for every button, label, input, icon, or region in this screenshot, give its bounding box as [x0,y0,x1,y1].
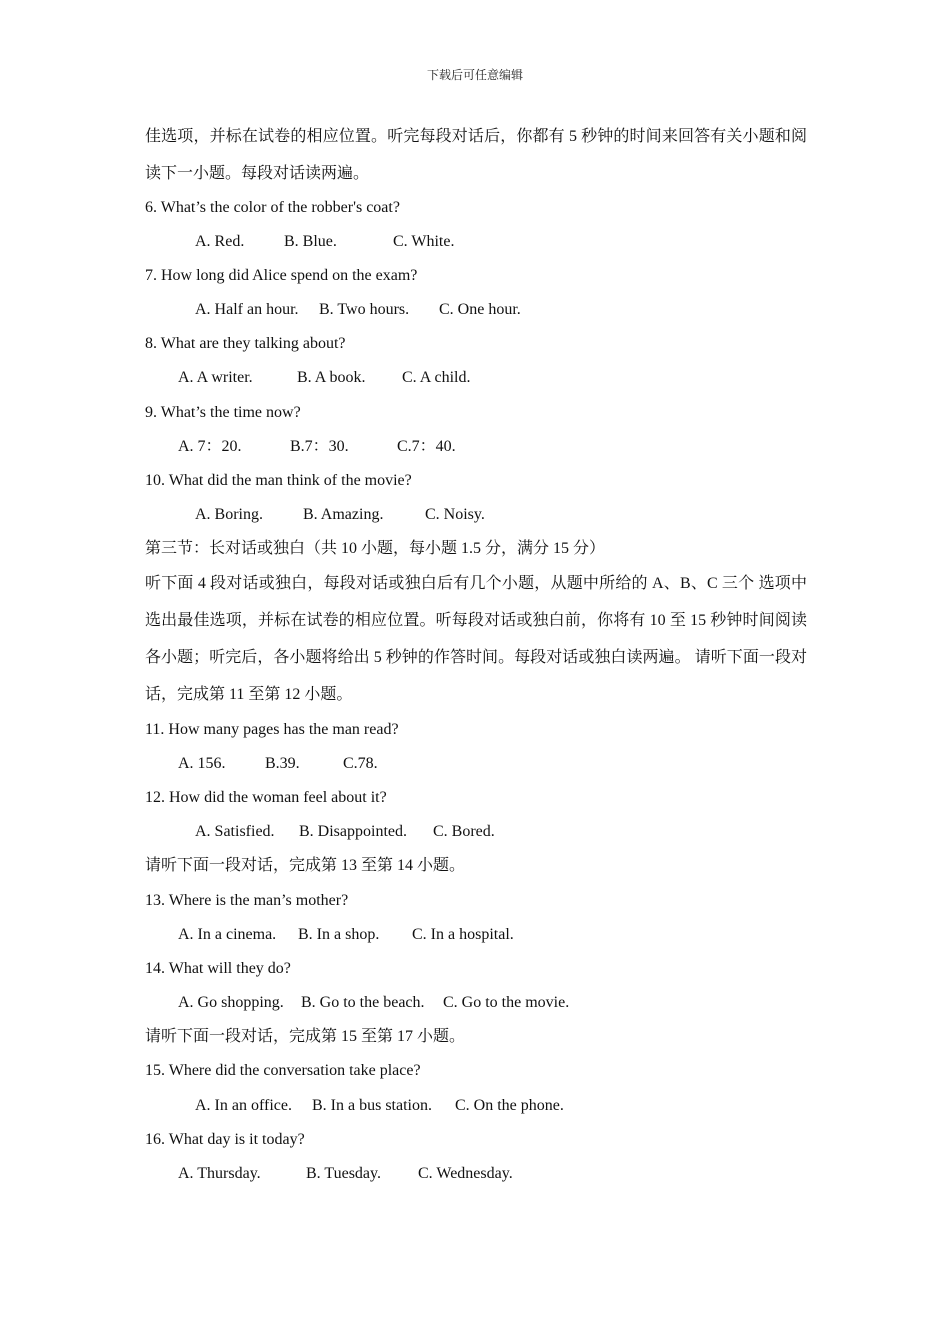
option-10a: A. Boring. [195,506,263,523]
option-16b: B. Tuesday. [306,1165,381,1182]
options-9 [178,437,456,457]
option-14c: C. Go to the movie. [443,994,570,1011]
option-14b: B. Go to the beach. [301,994,425,1011]
group-15-17-intro: 请听下面一段对话，完成第 15 至第 17 小题。 [145,1028,466,1045]
question-12: 12. How did the woman feel about it? [145,789,387,806]
option-8c: C. A child. [402,369,471,386]
options-10 [195,505,485,525]
options-11 [178,754,378,774]
option-6c: C. White. [393,233,455,250]
options-15 [195,1096,564,1116]
question-14: 14. What will they do? [145,960,291,977]
option-11a: A. 156. [178,755,226,772]
options-8 [178,368,471,388]
question-6: 6. What’s the color of the robber's coat? [145,199,400,216]
option-10c: C. Noisy. [425,506,485,523]
option-15b: B. In a bus station. [312,1097,432,1114]
option-12c: C. Bored. [433,823,495,840]
option-16a: A. Thursday. [178,1165,261,1182]
question-15: 15. Where did the conversation take place? [145,1062,421,1079]
options-12 [195,822,495,842]
option-7b: B. Two hours. [319,301,410,318]
section-3-instructions: 听下面 4 段对话或独白，每段对话或独白后有几个小题，从题中所给的 A、B、C 三个 选项中选出最佳选项，并标在试卷的相应位置。听每段对话或独白前，你将有 10 至 15 秒钟时间阅读各小题；听完后，各小题将给出 5 秒钟的作答时间。每段对话或独白读两遍。 请听下面一段对话，完成第 11 至第 12 小题。 [145,575,807,703]
options-13 [178,925,514,945]
option-9a: A. 7：20. [178,438,242,455]
option-15a: A. In an office. [195,1097,292,1114]
question-11: 11. How many pages has the man read? [145,721,399,738]
question-8: 8. What are they talking about? [145,335,346,352]
option-10b: B. Amazing. [303,506,384,523]
option-13c: C. In a hospital. [412,926,514,943]
option-16c: C. Wednesday. [418,1165,513,1182]
option-14a: A. Go shopping. [178,994,284,1011]
option-13b: B. In a shop. [298,926,380,943]
option-7c: C. One hour. [439,301,521,318]
option-13a: A. In a cinema. [178,926,277,943]
option-11b: B.39. [265,755,300,772]
section-3-title: 第三节：长对话或独白（共 10 小题，每小题 1.5 分，满分 15 分） [145,540,606,557]
option-11c: C.78. [343,755,378,772]
options-16 [178,1164,513,1184]
question-9: 9. What’s the time now? [145,404,301,421]
option-6a: A. Red. [195,233,245,250]
option-8b: B. A book. [297,369,366,386]
question-13: 13. Where is the man’s mother? [145,892,349,909]
option-9c: C.7：40. [397,438,456,455]
options-7 [195,300,521,320]
intro-paragraph: 佳选项，并标在试卷的相应位置。听完每段对话后，你都有 5 秒钟的时间来回答有关小题和阅读下一小题。每段对话读两遍。 [145,128,807,182]
option-9b: B.7：30. [290,438,349,455]
page-header: 下载后可任意编辑 [426,68,523,82]
question-16: 16. What day is it today? [145,1131,305,1148]
options-14 [178,993,570,1013]
option-12a: A. Satisfied. [195,823,275,840]
option-15c: C. On the phone. [455,1097,564,1114]
options-6 [195,232,455,252]
question-10: 10. What did the man think of the movie? [145,472,412,489]
question-7: 7. How long did Alice spend on the exam? [145,267,418,284]
option-8a: A. A writer. [178,369,253,386]
option-6b: B. Blue. [284,233,337,250]
option-12b: B. Disappointed. [299,823,407,840]
option-7a: A. Half an hour. [195,301,299,318]
group-13-14-intro: 请听下面一段对话，完成第 13 至第 14 小题。 [145,857,466,874]
